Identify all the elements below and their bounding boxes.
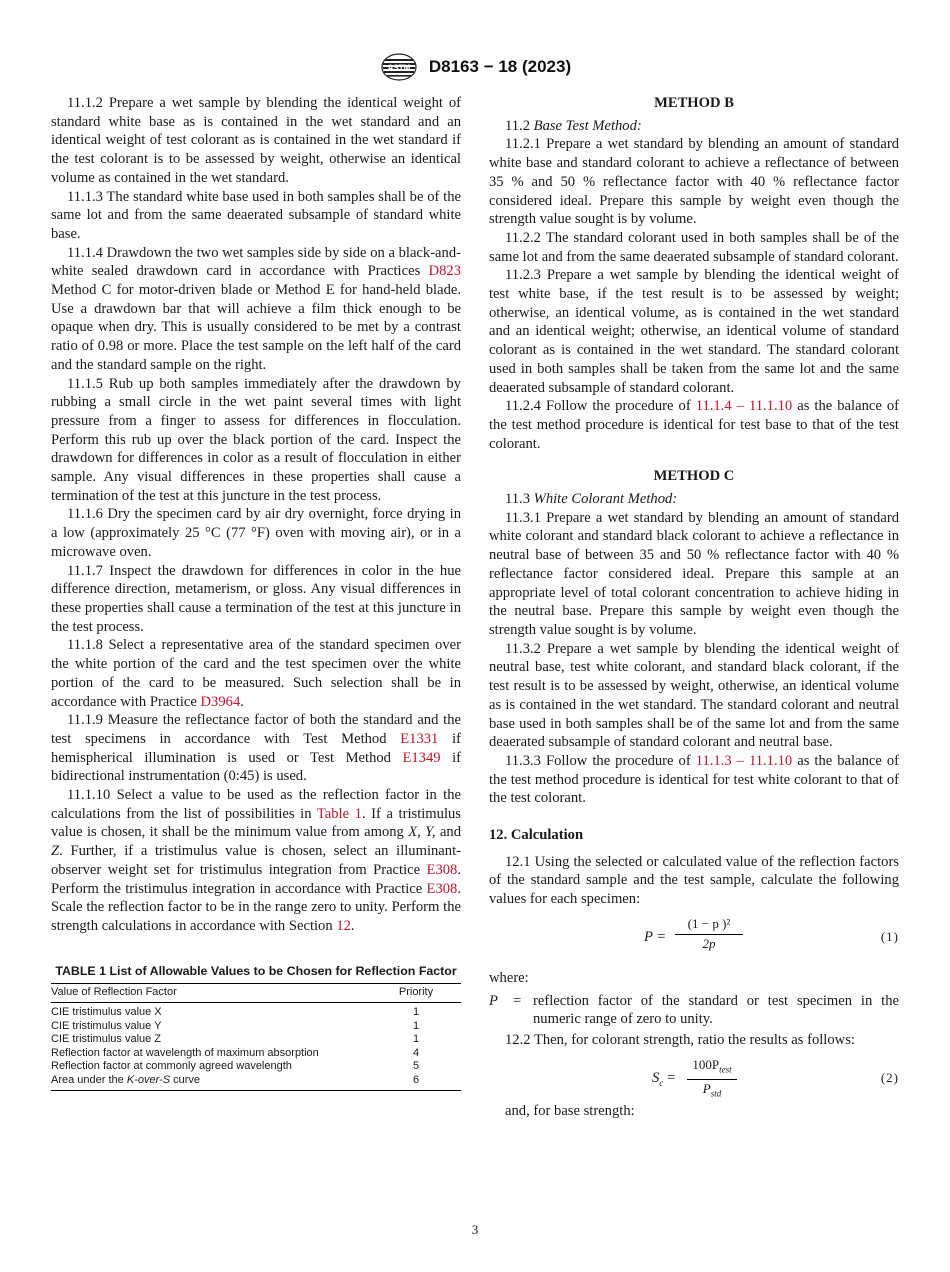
table-row: Reflection factor at commonly agreed wavelength 5 <box>51 1060 420 1073</box>
paragraph-11-1-6: 11.1.6 Dry the specimen card by air dry overnight, force drying in a low (approximately 25 °C (77 °F) oven with moving air), or in a microwave oven. <box>51 506 461 560</box>
link-11-1-3-to-11-1-10[interactable]: 11.1.3 – 11.1.10 <box>695 752 793 769</box>
right-column <box>489 94 899 1120</box>
paragraph-12-2: 12.2 Then, for colorant strength, ratio the results as follows: <box>505 1031 855 1048</box>
link-table-1[interactable]: Table 1 <box>316 805 362 822</box>
equation-2 <box>489 1056 899 1099</box>
paragraph-11-1-2: 11.1.2 Prepare a wet sample by blending the identical weight of standard white base as is contained in the wet standard and an identical weight of test colorant as is contained in the wet standard if the test colorant is to be assessed by weight, otherwise an identical volume as contained in the wet standard. <box>51 95 461 186</box>
equation-2-number: (2) <box>880 1069 899 1085</box>
paragraph-11-2-3: 11.2.3 Prepare a wet sample by blending the identical weight of test white base, if the test result is to be assessed by weight; otherwise, an identical volume, as is contained in the wet standard and an identical weight; otherwise, an identical volume of standard colorant as is contained in the wet standard. The standard colorant used in both samples shall be taken from the same lot and the same deaerated subsample of standard colorant. <box>489 267 899 396</box>
paragraph-base-strength: and, for base strength: <box>505 1102 635 1119</box>
paragraph-11-1-4: 11.1.4 Drawdown the two wet samples side by side on a black-and-white sealed drawdown card in accordance with Practices D823 Method C for motor-driven blade or Method E for hand-held blade. Use a drawdown bar that will achieve a film thick enough to be opaque when dry. This is usually considered to be met by a contrast ratio of 0.98 or more. Place the test sample on the left half of the card and the standard sample on the right. <box>51 244 461 373</box>
link-d3964[interactable]: D3964 <box>200 693 241 710</box>
link-11-1-4-to-11-1-10[interactable]: 11.1.4 – 11.1.10 <box>695 398 793 415</box>
paragraph-11-1-10: 11.1.10 Select a value to be used as the reflection factor in the calculations from the list of possibilities in Table 1. If a tristimulus value is chosen, it shall be the minimum value from among X, Y, and Z. Further, if a tristimulus value is chosen, select an illuminant-observer weight set for tristimulus integration from Practice E308. Perform the tristimulus integration in accordance with Practice E308. Scale the reflection factor to be in the range zero to unity. Perform the strength calculations in accordance with Section 12. <box>51 787 462 934</box>
table-1 <box>51 964 461 1092</box>
paragraph-11-1-5: 11.1.5 Rub up both samples immediately after the drawdown by rubbing a small circle in the wet paint several times with light pressure from a finger to assess for differences in flocculation. Perform this rub up over the black portion of the card. Inspect the drawdown for differences in color as a result of flocculation in either sample. Any visual differences in these properties shall cause a termination of the test at this juncture in the test process. <box>51 375 461 504</box>
table-row: CIE tristimulus value Y 1 <box>51 1019 420 1032</box>
table-row: CIE tristimulus value Z 1 <box>51 1033 420 1046</box>
paragraph-11-2-2: 11.2.2 The standard colorant used in both samples shall be of the same lot and from the same deaerated subsample of standard colorant. <box>489 229 899 265</box>
equation-1-lhs: P = <box>644 928 667 945</box>
document-code: D8163 − 18 (2023) <box>428 57 572 76</box>
method-c-heading: METHOD C <box>653 468 735 485</box>
paragraph-11-3-1: 11.3.1 Prepare a wet standard by blending an amount of standard white colorant and standard black colorant to achieve a reflectance in neutral base of between 35 and 50 % reflectance factor with 40 % reflectance factor considered ideal. Prepare this sample at an appropriate level of total colorant concentration to achieve hiding in the neutral base. Prepare this sample by weight even though the strength value sought is by volume. <box>489 509 899 638</box>
equation-1-number: (1) <box>880 928 899 944</box>
table-row: Area under the K-over-S curve 6 <box>51 1074 461 1091</box>
paragraph-11-3: 11.3 White Colorant Method: <box>505 491 678 508</box>
link-e308-second[interactable]: E308 <box>426 880 458 897</box>
equation-1 <box>489 915 899 955</box>
table-title: TABLE 1 List of Allowable Values to be Chosen for Reflection Factor <box>55 963 457 978</box>
paragraph-11-2: 11.2 Base Test Method: <box>505 117 642 134</box>
link-section-12[interactable]: 12 <box>336 917 351 934</box>
reflection-factor-table <box>51 983 461 1092</box>
where-label: where: <box>489 969 529 986</box>
svg-text:ASTM: ASTM <box>387 63 411 73</box>
paragraph-11-2-4: 11.2.4 Follow the procedure of 11.1.4 – 11.1.10 as the balance of the test method procedure is identical for test base to that of the test colorant. <box>489 398 899 452</box>
column-header-value: Value of Reflection Factor <box>51 983 371 1003</box>
equation-2-lhs: $S_c$ = <box>652 1069 676 1088</box>
paragraph-12-1: 12.1 Using the selected or calculated value of the reflection factors of the standard sample and the test sample, calculate the following values for each specimen: <box>489 853 899 908</box>
paragraph-11-2-1: 11.2.1 Prepare a wet standard by blending an amount of standard white base and standard colorant to achieve a reflectance of between 35 % and 50 % reflectance factor with 40 % reflectance factor considered ideal. Prepare this sample by weight even though the strength value sought is by volume. <box>489 136 899 228</box>
method-b-heading: METHOD B <box>654 95 734 111</box>
equation-1-fraction: $\frac{\text{(1 − p )²}}{2p}$ <box>675 915 743 953</box>
page-header <box>0 52 950 82</box>
equation-2-fraction: $100P_{test}$ $P_{std}$ <box>687 1056 737 1104</box>
link-d823[interactable]: D823 <box>428 263 461 280</box>
link-e1331[interactable]: E1331 <box>400 730 439 747</box>
table-row: Reflection factor at wavelength of maximum absorption 4 <box>51 1046 420 1059</box>
section-12-heading: 12. Calculation <box>489 827 584 844</box>
paragraph-11-1-3: 11.1.3 The standard white base used in both samples shall be of the same lot and from the same deaerated subsample of standard white base. <box>51 188 461 242</box>
paragraph-11-1-8: 11.1.8 Select a representative area of the standard specimen over the white portion of the card and the test specimen over the white portion of the card to be measured. Such selection shall be in accordance with Practice D3964. <box>51 637 461 710</box>
page-number: 3 <box>471 1222 479 1237</box>
astm-logo-icon <box>379 52 419 82</box>
link-e1349[interactable]: E1349 <box>402 749 441 766</box>
paragraph-11-1-7: 11.1.7 Inspect the drawdown for differences in color in the hue difference direction, metamerism, or gloss. Any visual differences in these properties shall cause a termination of the test at this juncture in the test process. <box>51 562 461 635</box>
definition-p: P = reflection factor of the standard or test specimen in the numeric range of zero to unity. <box>489 992 899 1028</box>
paragraph-11-1-9: 11.1.9 Measure the reflectance factor of both the standard and the test specimens in accordance with Test Method E1331 if hemispherical illumination is used or Test Method E1349 if bidirectional instrumentation (0:45) is used. <box>51 712 461 785</box>
paragraph-11-3-3: 11.3.3 Follow the procedure of 11.1.3 – 11.1.10 as the balance of the test method procedure is identical for test white colorant to that of the test colorant. <box>489 752 899 807</box>
table-row: CIE tristimulus value X 1 <box>51 1006 420 1019</box>
left-column <box>51 94 461 1091</box>
paragraph-11-3-2: 11.3.2 Prepare a wet sample by blending the identical weight of neutral base, test white colorant, and standard black colorant, if the test result is to be assessed by weight, otherwise, an identical volume as is contained in the wet standard. The standard colorant and neutral base used in both samples shall be of the same lot and from the same deaerated subsample of standard colorant and neutral base. <box>489 640 899 751</box>
column-header-priority: Priority <box>371 983 461 1003</box>
link-e308[interactable]: E308 <box>426 861 458 878</box>
